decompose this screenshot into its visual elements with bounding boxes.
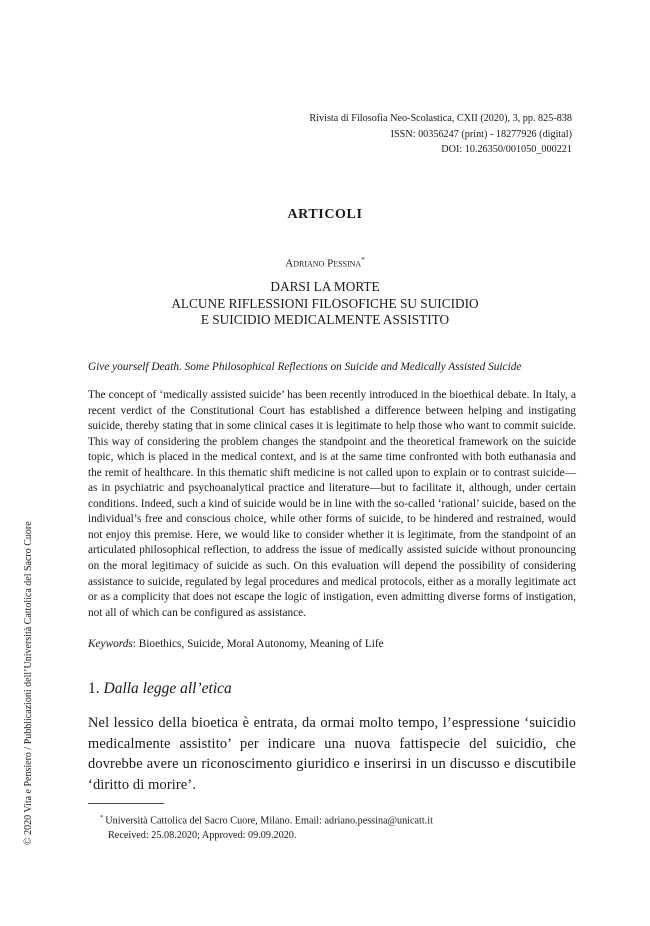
journal-citation: Rivista di Filosofia Neo-Scolastica, CXII (2020), 3, pp. 825-838 bbox=[309, 113, 572, 124]
abstract: The concept of ‘medically assisted suicide’ has been recently introduced in the bioethical debate. In Italy, a recent verdict of the Constitutional Court has established a difference between helping and instigating suicide, thereby stating that in some clinical cases it is legitimate to help those who want to commit suicide. This way of considering the problem changes the standpoint and the theoretical framework on the suicide topic, which is placed in the medical context, and is at the same time confronted with both euthanasia and the remit of healthcare. In this thematic shift medicine is not called upon to explain or to contrast suicide—as in psychiatric and psychoanalytical practice and literature—but to facilitate it, although, under certain conditions. Indeed, such a kind of suicide would be in line with the so-called ‘rational’ suicide, based on the individual’s free and conscious choice, while other forms of suicide, to be hindered and restrained, would not enjoy this premise. Here, we would like to consider whether it is legitimate, from the standpoint of an articulated philosophical reflection, to address the issue of medically assisted suicide without pronouncing on the moral legitimacy of suicide as such. On this evaluation will depend the possibility of considering assistance to suicide, regulated by legal procedures and medical protocols, either as a morally legitimate act or as a complicity that does not escape the logic of instigation, even admitting diverse forms of instigation, not all of which can be configured as assistance. bbox=[88, 389, 576, 619]
title-line-2: ALCUNE RIFLESSIONI FILOSOFICHE SU SUICIDIO bbox=[171, 295, 479, 311]
author-footnote-mark: * bbox=[361, 256, 365, 264]
title-line-1: DARSI LA MORTE bbox=[270, 279, 380, 294]
section-label: ARTICOLI bbox=[287, 207, 363, 222]
article-title bbox=[0, 279, 650, 329]
keywords-label: Keywords bbox=[88, 638, 133, 650]
title-line-3: E SUICIDIO MEDICALMENTE ASSISTITO bbox=[200, 312, 450, 327]
keywords bbox=[88, 638, 576, 650]
body-paragraph: Nel lessico della bioetica è entrata, da ormai molto tempo, l’espressione ‘suicidio medicalmente assistito’ per indicare una nuova fattispecie del suicidio, che dovrebbe avere un riconoscimento giuridico e inserirsi in un discusso e discutibile ‘diritto di morire’. bbox=[88, 715, 576, 793]
heading-number: 1. bbox=[88, 680, 104, 697]
section-heading bbox=[88, 680, 232, 698]
footnote-divider bbox=[88, 803, 164, 804]
journal-issn: ISSN: 00356247 (print) - 18277926 (digital) bbox=[390, 128, 572, 140]
keywords-text: : Bioethics, Suicide, Moral Autonomy, Meaning of Life bbox=[132, 638, 384, 650]
footnote-affiliation-text: Università Cattolica del Sacro Cuore, Milano. Email: adriano.pessina@unicatt.it bbox=[105, 815, 433, 827]
author-name: Adriano Pessina bbox=[285, 257, 362, 270]
footnote-mark: * bbox=[100, 814, 104, 821]
journal-doi: DOI: 10.26350/001050_000221 bbox=[441, 144, 572, 155]
english-title: Give yourself Death. Some Philosophical Reflections on Suicide and Medically Assisted Suicide bbox=[88, 361, 522, 373]
footnote-dates: Received: 25.08.2020; Approved: 09.09.2020. bbox=[108, 830, 297, 842]
heading-text: Dalla legge all’etica bbox=[103, 680, 232, 697]
journal-info bbox=[309, 111, 572, 158]
copyright-sidebar: © 2020 Vita e Pensiero / Pubblicazioni dell’Università Cattolica del Sacro Cuore bbox=[23, 521, 34, 845]
footnote bbox=[100, 810, 433, 843]
author bbox=[0, 256, 650, 270]
footnote-affiliation bbox=[100, 810, 433, 828]
